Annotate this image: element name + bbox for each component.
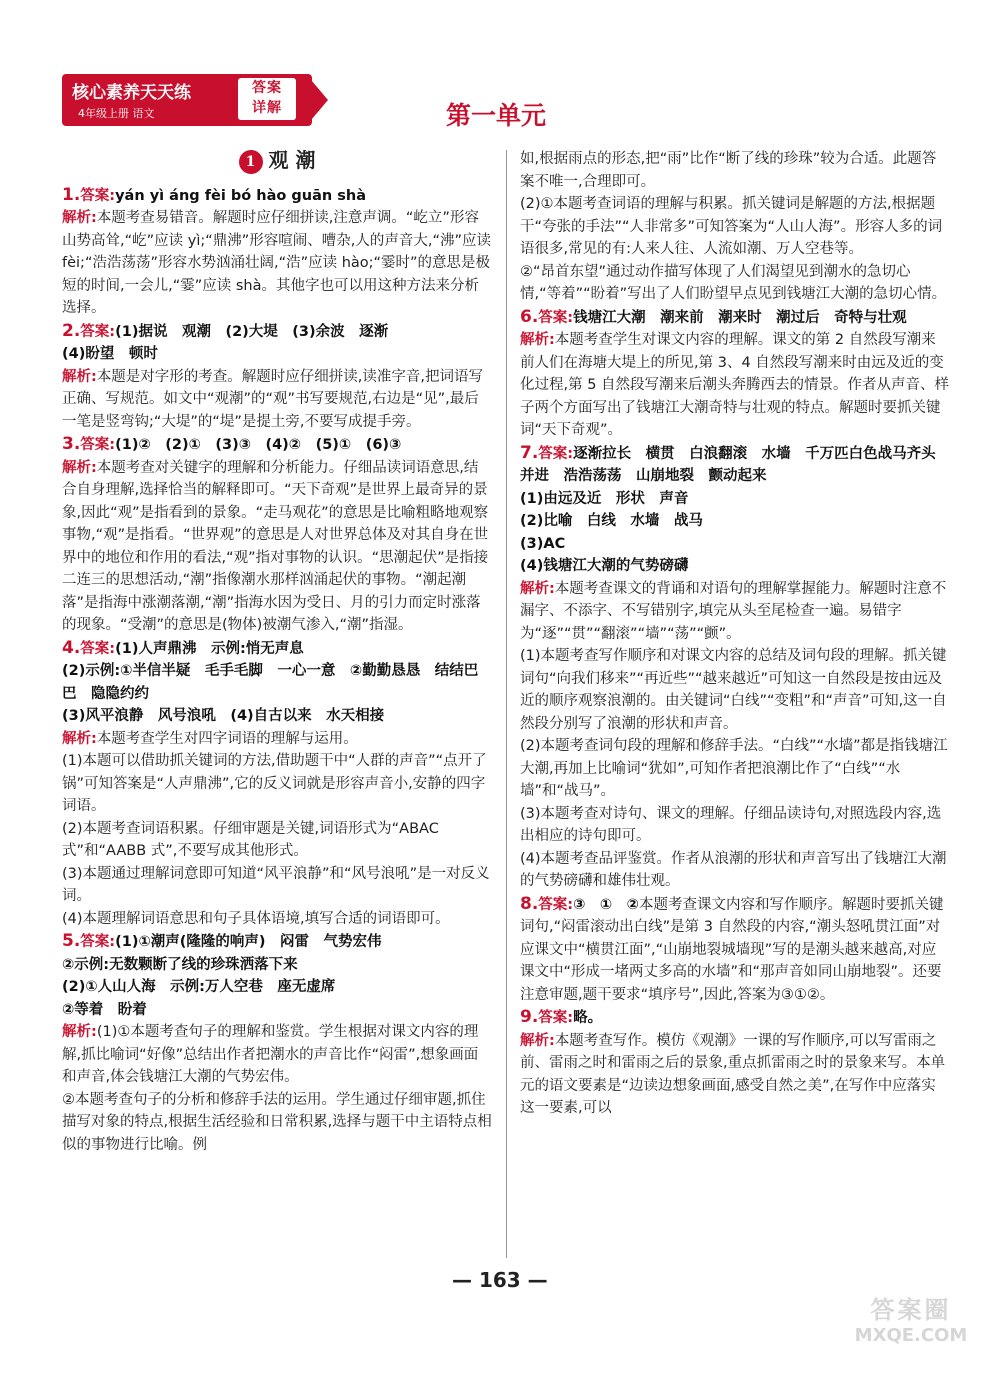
question-number: 9. (520, 1007, 539, 1027)
answer-item (520, 148, 950, 306)
answer-item (520, 442, 950, 893)
banner-arrow (306, 74, 328, 126)
column-divider (506, 150, 507, 1258)
line-text: ②等着 盼着 (62, 1001, 147, 1018)
answer-text: 逐渐拉长 横贯 白浪翻滚 水墙 千万匹白色战马齐头并进 浩浩荡荡 山崩地裂 颤动起来 (520, 445, 936, 484)
answer-tag: 答案: (80, 640, 116, 657)
question-number: 7. (520, 442, 539, 463)
answer-tag: 答案: (538, 1010, 574, 1026)
answer-line (62, 320, 492, 344)
line-text: 本题考查学生对四字词语的理解与运用。 (96, 730, 358, 747)
detail-line (520, 488, 950, 511)
line-text: (4)本题理解词语意思和句子具体语境,填写合适的词语即可。 (62, 910, 450, 927)
answer-line (520, 306, 950, 330)
answer-item (520, 306, 950, 442)
detail-line (62, 705, 492, 728)
detail-line (62, 976, 492, 999)
answer-line (62, 184, 492, 208)
answer-item (62, 184, 492, 320)
detail-line (62, 863, 492, 908)
detail-line (62, 999, 492, 1022)
detail-line (520, 261, 950, 306)
line-text: ②本题考查句子的分析和修辞手法的运用。学生通过仔细审题,抓住描写对象的特点,根据生活经验和日常积累,选择与题干中主语特点相似的事物进行比喻。例 (62, 1091, 492, 1153)
answer-tag: 答案: (80, 187, 116, 204)
answer-item (62, 637, 492, 931)
explanation-line (62, 207, 492, 320)
question-number: 2. (62, 320, 81, 341)
lesson-number: 1 (239, 150, 263, 174)
answer-tag: 答案: (80, 934, 116, 950)
explanation-tag: 解析: (62, 210, 97, 226)
question-number: 6. (520, 306, 539, 327)
answer-badge (238, 78, 296, 120)
explanation-line (520, 329, 950, 442)
badge-line-2: 详解 (252, 100, 282, 116)
line-text: (3)AC (520, 535, 566, 552)
page-number: — 163 — (452, 1268, 548, 1292)
badge-line-1: 答案 (252, 80, 282, 96)
detail-line (62, 818, 492, 863)
detail-line (520, 510, 950, 533)
line-text: (2)本题考查词句段的理解和修辞手法。“白线”“水墙”都是指钱塘江大潮,再加上比喻词“犹如”,可知作者把浪潮比作了“白线”“水墙”和“战马”。 (520, 738, 948, 799)
answer-item (520, 893, 950, 1007)
line-text: (1)①本题考查句子的理解和鉴赏。学生根据对课文内容的理解,抓比喻词“好像”总结出作者把潮水的声音比作“闷雷”,想象画面和声音,体会钱塘江大潮的气势宏伟。 (62, 1024, 479, 1085)
line-text: (3)风平浪静 风号浪吼 (4)自古以来 水天相接 (62, 708, 385, 724)
answer-tag: 答案: (538, 445, 574, 462)
answer-text: 钱塘江大潮 潮来前 潮来时 潮过后 奇特与壮观 (573, 309, 907, 326)
explanation-tag: 解析: (62, 368, 97, 385)
watermark-line-2: MXQE.COM (854, 1325, 968, 1346)
banner-title: 核心素养天天练 (72, 83, 191, 103)
answer-text: (1)人声鼎沸 示例:悄无声息 (115, 640, 304, 657)
banner-subtitle: 4年级上册 语文 (78, 107, 155, 120)
line-text: ②示例:无数颗断了线的珍珠洒落下来 (62, 956, 298, 973)
detail-line (62, 954, 492, 977)
detail-line (62, 1089, 492, 1157)
detail-line (520, 645, 950, 735)
explanation-tag: 解析: (520, 332, 555, 348)
answer-line (62, 637, 492, 661)
answer-text: (1)据说 观潮 (2)大堤 (3)余波 逐渐 (115, 323, 389, 340)
detail-line (62, 908, 492, 931)
explanation-line (62, 1021, 492, 1089)
answer-item (62, 320, 492, 434)
answer-line (520, 893, 950, 1007)
answer-item (62, 433, 492, 637)
explanation-tag: 解析: (520, 1032, 555, 1049)
detail-line (62, 343, 492, 366)
detail-line (520, 533, 950, 556)
line-text: ②“昂首东望”通过动作描写体现了人们渴望见到潮水的急切心情,“等着”“盼着”写出了人们盼望早点见到钱塘江大潮的急切心情。 (520, 263, 947, 302)
answer-text: yán yì áng fèi bó hào guān shà (115, 187, 366, 204)
explanation-line (520, 578, 950, 646)
watermark-logo (838, 1290, 984, 1360)
answer-line (520, 442, 950, 488)
question-number: 4. (62, 637, 81, 658)
answer-line (62, 930, 492, 954)
question-number: 3. (62, 434, 81, 454)
detail-line (520, 555, 950, 578)
line-text: (2)本题考查词语积累。仔细审题是关键,词语形式为“ABAC 式”和“AABB 式”,不要写成其他形式。 (62, 820, 439, 859)
line-text: (1)由远及近 形状 声音 (520, 490, 689, 507)
line-text: (3)本题通过理解词意即可知道“风平浪静”和“风号浪吼”是一对反义词。 (62, 865, 490, 904)
detail-line (62, 750, 492, 818)
right-column (520, 148, 950, 1120)
line-text: 本题考查课文的背诵和对语句的理解掌握能力。解题时注意不漏字、不添字、不写错别字,填完从头至尾检查一遍。易错字为“逐”“贯”“翻滚”“墙”“荡”“颤”。 (520, 580, 947, 642)
line-text: (1)本题可以借助抓关键词的方法,借助题干中“人群的声音”“点开了锅”可知答案是“人声鼎沸”,它的反义词就是形容声音小,安静的四字词语。 (62, 753, 487, 814)
answer-item (520, 1006, 950, 1120)
book-banner (62, 74, 334, 132)
question-number: 5. (62, 931, 81, 951)
answer-text: (1)①潮声(隆隆的响声) 闷雷 气势宏伟 (115, 934, 382, 950)
line-text: (1)本题考查写作顺序和对课文内容的总结及词句段的理解。抓关键词句“向我们移来”“再近些”“越来越近”可知这一自然段是按由远及近的顺序观察浪潮的。由关键词“白线”“变粗”和“声音”可知,这一自然段分别写了浪潮的形状和声音。 (520, 648, 947, 732)
answer-tag: 答案: (80, 323, 116, 340)
explanation-tag: 解析: (62, 730, 97, 747)
line-text: (2)①人山人海 示例:万人空巷 座无虚席 (62, 979, 336, 995)
explanation-tag: 解析: (520, 580, 555, 597)
detail-line (520, 193, 950, 261)
line-text: 本题考查对关键字的理解和分析能力。仔细品读词语意思,结合自身理解,选择恰当的解释即可。“天下奇观”是世界上最奇异的景象,因此“观”是指看到的景象。“走马观花”的意思是比喻粗略地观察事物,“观”是指看。“世界观”的意思是人对世界总体及对其自身在世界中的地位和作用的看法,“观”指对事物的认识。“思潮起伏”是指接二连三的思想活动,“潮”指像潮水那样汹涌起伏的事物。“潮起潮落”是指海中涨潮落潮,“潮”指海水因为受日、月的引力而定时涨落的现象。“受潮”的意思是(物体)被潮气渗入,“潮”指湿。 (62, 459, 489, 633)
line-text: 本题考查写作。模仿《观潮》一课的写作顺序,可以写雷雨之前、雷雨之时和雷雨之后的景象,重点抓雷雨之时的景象来写。本单元的语文要素是“边读边想象画面,感受自然之美”,在写作中应落实这一要素,可以 (520, 1032, 946, 1116)
answer-line (62, 433, 492, 457)
explanation-line (62, 457, 492, 637)
detail-line (62, 660, 492, 705)
answer-text: 略。 (573, 1010, 603, 1026)
line-text: 本题考查易错音。解题时应仔细拼读,注意声调。“屹立”形容山势高耸,“屹”应读 yì;“鼎沸”形容喧闹、嘈杂,人的声音大,“沸”应读 fèi;“浩浩荡荡”形容水势汹涌壮阔,“浩”应读 hào;“霎时”的意思是极短的时间,一会儿,“霎”应读 shà。其他字也可以用这种方法来分析选择。 (62, 210, 492, 316)
line-text: (4)本题考查品评鉴赏。作者从浪潮的形状和声音写出了钱塘江大潮的气势磅礴和雄伟壮观。 (520, 850, 947, 889)
line-text: (2)比喻 白线 水墙 战马 (520, 513, 703, 529)
line-text: 本题考查学生对课文内容的理解。课文的第 2 自然段写潮来前人们在海塘大堤上的所见,第 3、4 自然段写潮来时由远及近的变化过程,第 5 自然段写潮来后潮头奔腾西去的情景。作者从声音、样子两个方面写出了钱塘江大潮奇特与壮观的特点。解题时要抓关键词“天下奇观”。 (520, 332, 950, 438)
line-text: (4)钱塘江大潮的气势磅礴 (520, 558, 689, 574)
answer-tag: 答案: (80, 437, 116, 453)
answer-text: (1)② (2)① (3)③ (4)② (5)① (6)③ (115, 437, 402, 453)
explanation-line (62, 728, 492, 751)
answer-line (520, 1006, 950, 1030)
explanation-line (62, 366, 492, 434)
detail-line (520, 148, 950, 193)
answer-tag: 答案: (538, 896, 574, 913)
detail-line (520, 735, 950, 803)
lesson-title: 观 潮 (268, 148, 316, 172)
line-text: (2)示例:①半信半疑 毛手毛脚 一心一意 ②勤勤恳恳 结结巴巴 隐隐约约 (62, 663, 479, 702)
unit-title: 第一单元 (446, 101, 547, 130)
line-text: (2)①本题考查词语的理解与积累。抓关键词是解题的方法,根据题干“夸张的手法”“人非常多”可知答案为“人山人海”。形容人多的词语很多,常见的有:人来人往、人流如潮、万人空巷等。 (520, 196, 943, 257)
answer-tag: 答案: (538, 309, 574, 326)
line-text: 本题是对字形的考查。解题时应仔细拼读,读准字音,把词语写正确、写规范。如文中“观潮”的“观”书写要规范,右边是“见”,最后一笔是竖弯钩;“大堤”的“堤”是提土旁,不要写成提手旁。 (62, 368, 484, 430)
detail-line (520, 848, 950, 893)
answer-item (62, 930, 492, 1156)
question-number: 8. (520, 893, 539, 914)
lesson-heading (62, 149, 492, 174)
line-text: 如,根据雨点的形态,把“雨”比作“断了线的珍珠”较为合适。此题答案不唯一,合理即可。 (520, 151, 937, 190)
line-text: (4)盼望 顿时 (62, 346, 158, 362)
explanation-tag: 解析: (62, 459, 97, 476)
explanation-tag: 解析: (62, 1024, 97, 1040)
explanation-line (520, 1030, 950, 1120)
line-text: (3)本题考查对诗句、课文的理解。仔细品读诗句,对照选段内容,选出相应的诗句即可。 (520, 805, 942, 844)
explanation-text: 本题考查课文内容和写作顺序。解题时要抓关键词句,“闷雷滚动出白线”是第 3 自然段的内容,“潮头怒吼贯江面”对应课文中“横贯江面”,“山崩地裂城墙现”写的是潮头越来越高,对应课文中“形成一堵两丈多高的水墙”和“那声音如同山崩地裂”。还要注意审题,题干要求“填序号”,因此,答案为③①②。 (520, 896, 944, 1003)
answer-text: ③ ① ② (573, 896, 639, 913)
question-number: 1. (62, 184, 81, 205)
watermark-line-1: 答案圈 (870, 1296, 952, 1324)
detail-line (520, 803, 950, 848)
left-column (62, 145, 492, 1156)
